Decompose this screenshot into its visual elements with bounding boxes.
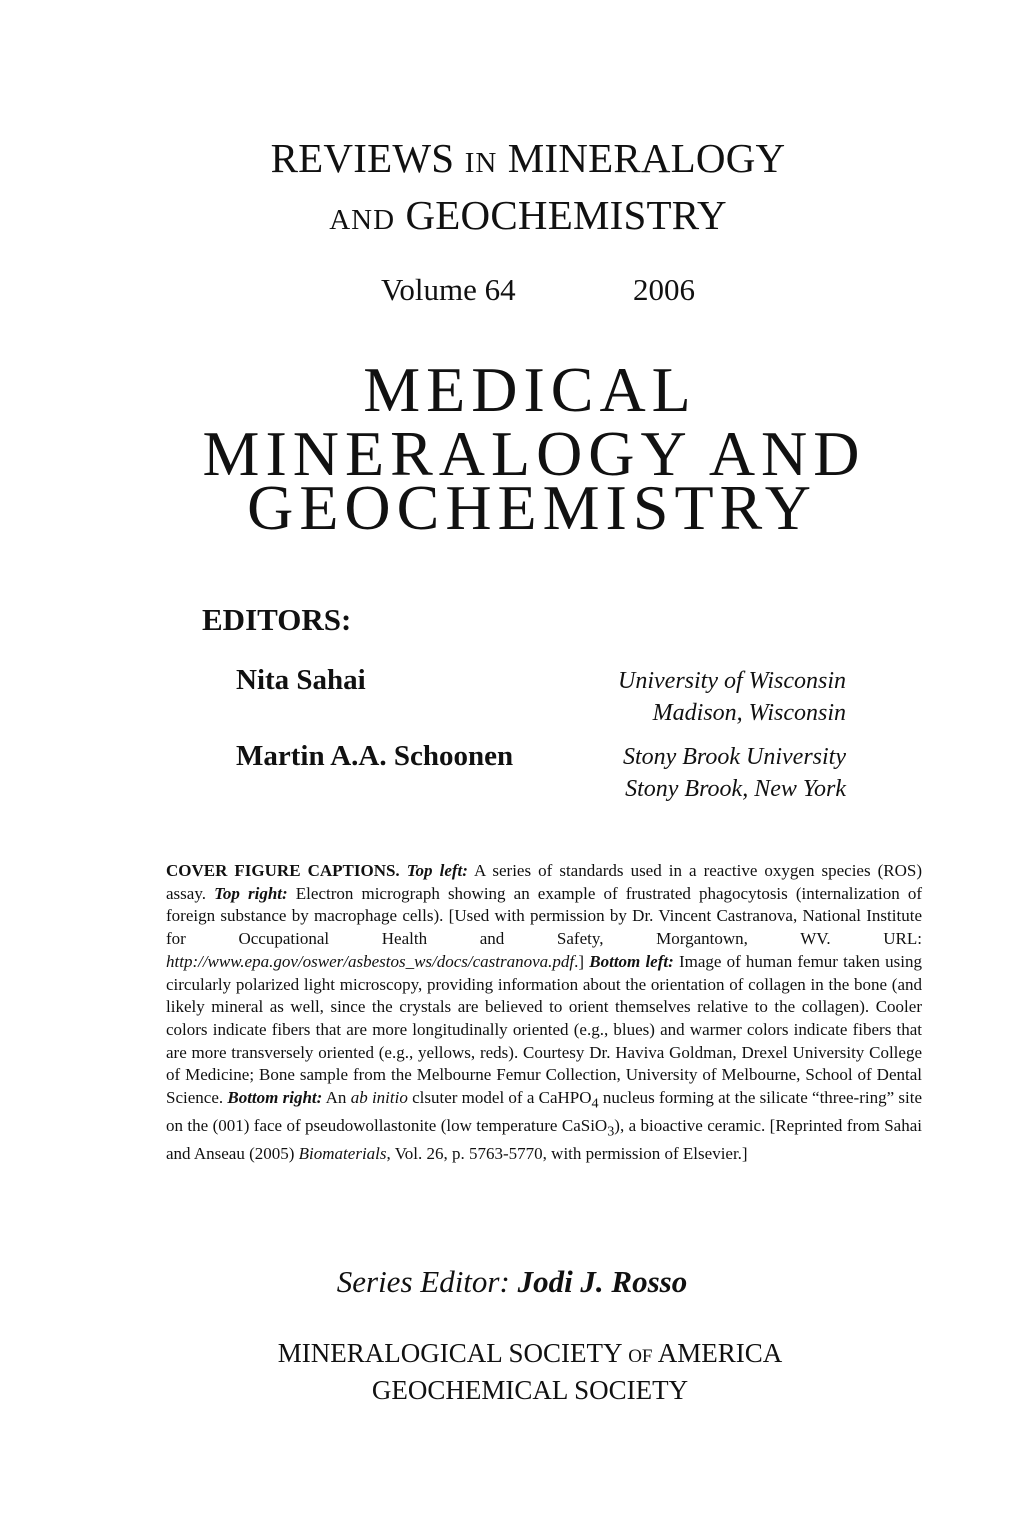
caption-text: Electron micrograph showing an example of frustrated phagocytosis (internalization of foreign substance by macrophage cells). [Used with permission by Dr. Vincent Castranova, National Institute for Occupational Health and Safety, Morgantown, WV. URL: bbox=[166, 883, 922, 949]
caption-text: ), a bioactive ceramic. [Reprinted from Sahai and Anseau (2005) bbox=[166, 1116, 922, 1164]
caption-journal-name: Biomaterials bbox=[298, 1144, 387, 1164]
caption-text: An bbox=[322, 1088, 351, 1108]
main-title-line3: GEOCHEMISTRY bbox=[247, 472, 817, 543]
affiliation-institution: Stony Brook University bbox=[622, 744, 846, 770]
cover-figure-captions bbox=[166, 860, 922, 1166]
editor-name: Martin A.A. Schoonen bbox=[236, 740, 514, 772]
publisher-name-part: AMERICA bbox=[657, 1338, 783, 1368]
editor-affiliation bbox=[618, 665, 846, 729]
affiliation-location: Stony Brook, New York bbox=[625, 776, 846, 802]
publication-year: 2006 bbox=[633, 272, 695, 307]
caption-text: nucleus forming at the silicate “three-ring” site on the (001) face of pseudowollastonite (low temperature CaSiO bbox=[166, 1088, 923, 1136]
editors-heading: EDITORS: bbox=[202, 602, 352, 637]
main-title-line1: MEDICAL bbox=[363, 354, 697, 425]
series-word-in: IN bbox=[464, 147, 498, 179]
caption-url: http://www.epa.gov/oswer/asbestos_ws/docs/castranova.pdf bbox=[166, 951, 575, 971]
publisher-name-part: MINERALOGICAL SOCIETY bbox=[277, 1338, 622, 1368]
caption-italic-term: ab initio bbox=[350, 1088, 408, 1108]
caption-subscript: 4 bbox=[591, 1095, 599, 1112]
publisher-line1 bbox=[18, 1335, 1024, 1375]
caption-label-top-left: Top left: bbox=[406, 861, 468, 880]
series-editor-name: Jodi J. Rosso bbox=[517, 1264, 688, 1299]
series-title-line1 bbox=[16, 133, 1024, 188]
caption-label-bottom-left: Bottom left: bbox=[589, 951, 674, 971]
editor-affiliation bbox=[623, 741, 846, 805]
series-word-reviews: REVIEWS bbox=[270, 135, 455, 181]
series-editor-label: Series Editor: bbox=[336, 1264, 518, 1299]
caption-text: Image of human femur taken using circularly polarized light microscopy, providing information about the orientation of collagen in the bone (and likely mineral as well, since the crystals are believed to orient themselves relative to the collagen). Cooler colors indicate fibers that are more longitudinally oriented (e.g., blues) and warmer colors indicate fibers that are more transversely oriented (e.g., yellows, reds). Courtesy Dr. Haviva Goldman, Drexel University College of Medicine; Bone sample from the Melbourne Femur Collection, University of Melbourne, School of Dental Science. bbox=[166, 951, 922, 1108]
volume-number: Volume 64 bbox=[381, 272, 516, 307]
publisher-name-part: OF bbox=[628, 1346, 653, 1367]
publisher-line2: GEOCHEMICAL SOCIETY bbox=[371, 1375, 689, 1405]
caption-text: clsuter model of a CaHPO bbox=[407, 1088, 592, 1108]
series-editor-line bbox=[0, 1260, 1024, 1304]
series-word-and: AND bbox=[329, 204, 396, 236]
caption-subscript: 3 bbox=[607, 1123, 615, 1140]
series-title-line2 bbox=[16, 190, 1024, 245]
caption-text: A series of standards used in a reactive oxygen species (ROS) assay. bbox=[166, 861, 923, 903]
editor-name: Nita Sahai bbox=[236, 664, 366, 696]
affiliation-institution: University of Wisconsin bbox=[618, 668, 846, 694]
caption-text: .] bbox=[574, 951, 590, 971]
main-title-line2: MINERALOGY AND bbox=[202, 418, 866, 489]
affiliation-location: Madison, Wisconsin bbox=[652, 700, 846, 726]
caption-text: , Vol. 26, p. 5763-5770, with permission of Elsevier.] bbox=[386, 1144, 748, 1164]
caption-label-top-right: Top right: bbox=[214, 883, 288, 903]
caption-label-bottom-right: Bottom right: bbox=[227, 1088, 323, 1108]
series-word-geochemistry: GEOCHEMISTRY bbox=[405, 192, 727, 238]
caption-lead: COVER FIGURE CAPTIONS. bbox=[166, 861, 400, 880]
series-word-mineralogy: MINERALOGY bbox=[507, 135, 786, 181]
